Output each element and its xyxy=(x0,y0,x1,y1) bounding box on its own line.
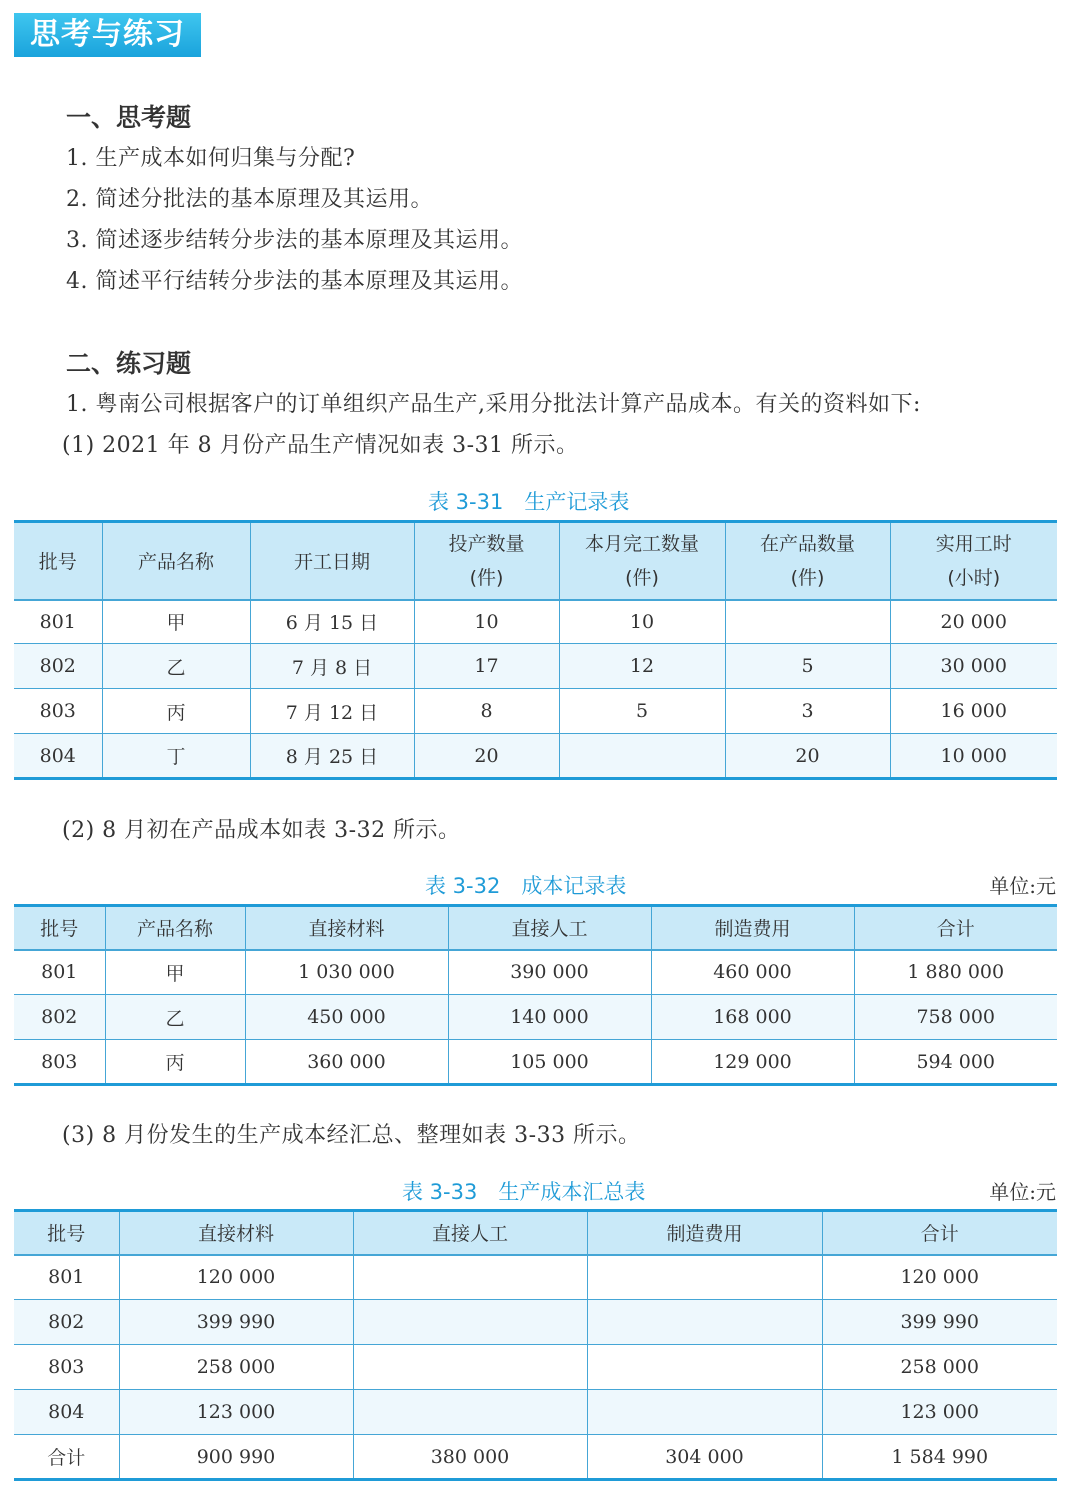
cell: 758 000 xyxy=(854,995,1057,1040)
section-title-thinking: 一、思考题 xyxy=(66,103,192,132)
table-row xyxy=(14,689,1057,734)
cell xyxy=(725,600,890,644)
cell: 10 xyxy=(414,600,559,644)
cell: 399 990 xyxy=(119,1300,353,1345)
cell: 304 000 xyxy=(587,1435,822,1480)
cell: 801 xyxy=(14,950,105,995)
cell: 20 000 xyxy=(890,600,1057,644)
production-record-table xyxy=(14,520,1057,780)
exercise-item-2: (2) 8 月初在产品成本如表 3-32 所示。 xyxy=(62,818,461,843)
cell: 801 xyxy=(14,600,102,644)
col-header-wip-qty: 在产品数量 (件) xyxy=(725,522,890,600)
cell: 7 月 12 日 xyxy=(250,689,414,734)
cell xyxy=(353,1390,587,1435)
cell: 20 xyxy=(725,734,890,779)
table-32-unit: 单位:元 xyxy=(989,874,1056,898)
col-header-total: 合计 xyxy=(854,906,1057,950)
cell: 123 000 xyxy=(119,1390,353,1435)
cell: 8 月 25 日 xyxy=(250,734,414,779)
cell: 168 000 xyxy=(651,995,854,1040)
table-32-caption: 表 3-32 成本记录表 xyxy=(425,874,627,898)
col-header-finished-qty: 本月完工数量 (件) xyxy=(559,522,725,600)
table-row xyxy=(14,1040,1057,1085)
cell xyxy=(587,1255,822,1300)
col-header-input-qty: 投产数量 (件) xyxy=(414,522,559,600)
question-2: 2. 简述分批法的基本原理及其运用。 xyxy=(66,187,433,212)
table-row xyxy=(14,950,1057,995)
cell: 3 xyxy=(725,689,890,734)
col-header-batch: 批号 xyxy=(14,1211,119,1255)
table-row xyxy=(14,734,1057,779)
question-1: 1. 生产成本如何归集与分配? xyxy=(66,146,356,171)
cell: 5 xyxy=(559,689,725,734)
cell: 360 000 xyxy=(245,1040,448,1085)
cell: 1 030 000 xyxy=(245,950,448,995)
cell: 802 xyxy=(14,1300,119,1345)
cell: 8 xyxy=(414,689,559,734)
cell xyxy=(353,1300,587,1345)
cell xyxy=(587,1390,822,1435)
cell xyxy=(559,734,725,779)
cell: 802 xyxy=(14,995,105,1040)
cell: 258 000 xyxy=(119,1345,353,1390)
cell: 甲 xyxy=(105,950,245,995)
cell: 450 000 xyxy=(245,995,448,1040)
cost-record-table xyxy=(14,904,1057,1086)
cell: 129 000 xyxy=(651,1040,854,1085)
cell: 甲 xyxy=(102,600,250,644)
question-3: 3. 简述逐步结转分步法的基本原理及其运用。 xyxy=(66,228,523,253)
cell: 460 000 xyxy=(651,950,854,995)
cell: 合计 xyxy=(14,1435,119,1480)
cell: 258 000 xyxy=(822,1345,1057,1390)
col-header-total: 合计 xyxy=(822,1211,1057,1255)
cell: 丁 xyxy=(102,734,250,779)
exercise-item-1: (1) 2021 年 8 月份产品生产情况如表 3-31 所示。 xyxy=(62,433,579,458)
cell: 5 xyxy=(725,644,890,689)
cell: 804 xyxy=(14,1390,119,1435)
table-row xyxy=(14,600,1057,644)
cell: 803 xyxy=(14,689,102,734)
cell: 900 990 xyxy=(119,1435,353,1480)
cell: 20 xyxy=(414,734,559,779)
section-title-exercises: 二、练习题 xyxy=(66,349,192,378)
exercise-item-3: (3) 8 月份发生的生产成本经汇总、整理如表 3-33 所示。 xyxy=(62,1123,641,1148)
cell xyxy=(587,1345,822,1390)
cell xyxy=(353,1255,587,1300)
cell: 16 000 xyxy=(890,689,1057,734)
cell: 丙 xyxy=(102,689,250,734)
col-header-direct-labor: 直接人工 xyxy=(353,1211,587,1255)
col-header-direct-material: 直接材料 xyxy=(245,906,448,950)
cell: 105 000 xyxy=(448,1040,651,1085)
table-header-row xyxy=(14,522,1057,600)
col-header-product: 产品名称 xyxy=(105,906,245,950)
cell xyxy=(353,1345,587,1390)
col-header-start-date: 开工日期 xyxy=(250,522,414,600)
table-row xyxy=(14,1390,1057,1435)
table-header-row xyxy=(14,906,1057,950)
cell: 804 xyxy=(14,734,102,779)
table-31-caption: 表 3-31 生产记录表 xyxy=(428,490,630,514)
production-cost-summary-table xyxy=(14,1209,1057,1481)
col-header-direct-material: 直接材料 xyxy=(119,1211,353,1255)
table-row xyxy=(14,1255,1057,1300)
cell: 399 990 xyxy=(822,1300,1057,1345)
col-header-hours: 实用工时 (小时) xyxy=(890,522,1057,600)
cell: 7 月 8 日 xyxy=(250,644,414,689)
cell xyxy=(587,1300,822,1345)
cell: 10 xyxy=(559,600,725,644)
cell: 802 xyxy=(14,644,102,689)
question-4: 4. 简述平行结转分步法的基本原理及其运用。 xyxy=(66,269,523,294)
table-header-row xyxy=(14,1211,1057,1255)
section-banner: 思考与练习 xyxy=(14,13,201,57)
cell: 丙 xyxy=(105,1040,245,1085)
table-row xyxy=(14,644,1057,689)
cell: 380 000 xyxy=(353,1435,587,1480)
col-header-product: 产品名称 xyxy=(102,522,250,600)
cell: 803 xyxy=(14,1040,105,1085)
cell: 17 xyxy=(414,644,559,689)
table-row xyxy=(14,1300,1057,1345)
col-header-overhead: 制造费用 xyxy=(587,1211,822,1255)
cell: 10 000 xyxy=(890,734,1057,779)
cell: 123 000 xyxy=(822,1390,1057,1435)
cell: 594 000 xyxy=(854,1040,1057,1085)
col-header-overhead: 制造费用 xyxy=(651,906,854,950)
table-total-row xyxy=(14,1435,1057,1480)
cell: 390 000 xyxy=(448,950,651,995)
table-row xyxy=(14,995,1057,1040)
cell: 1 880 000 xyxy=(854,950,1057,995)
col-header-batch: 批号 xyxy=(14,906,105,950)
cell: 乙 xyxy=(105,995,245,1040)
cell: 12 xyxy=(559,644,725,689)
cell: 803 xyxy=(14,1345,119,1390)
cell: 1 584 990 xyxy=(822,1435,1057,1480)
table-row xyxy=(14,1345,1057,1390)
cell: 120 000 xyxy=(822,1255,1057,1300)
cell: 120 000 xyxy=(119,1255,353,1300)
cell: 乙 xyxy=(102,644,250,689)
exercise-intro: 1. 粤南公司根据客户的订单组织产品生产,采用分批法计算产品成本。有关的资料如下: xyxy=(66,392,921,417)
cell: 801 xyxy=(14,1255,119,1300)
cell: 6 月 15 日 xyxy=(250,600,414,644)
col-header-direct-labor: 直接人工 xyxy=(448,906,651,950)
table-33-unit: 单位:元 xyxy=(989,1180,1056,1204)
cell: 140 000 xyxy=(448,995,651,1040)
table-33-caption: 表 3-33 生产成本汇总表 xyxy=(402,1180,646,1204)
col-header-batch: 批号 xyxy=(14,522,102,600)
cell: 30 000 xyxy=(890,644,1057,689)
